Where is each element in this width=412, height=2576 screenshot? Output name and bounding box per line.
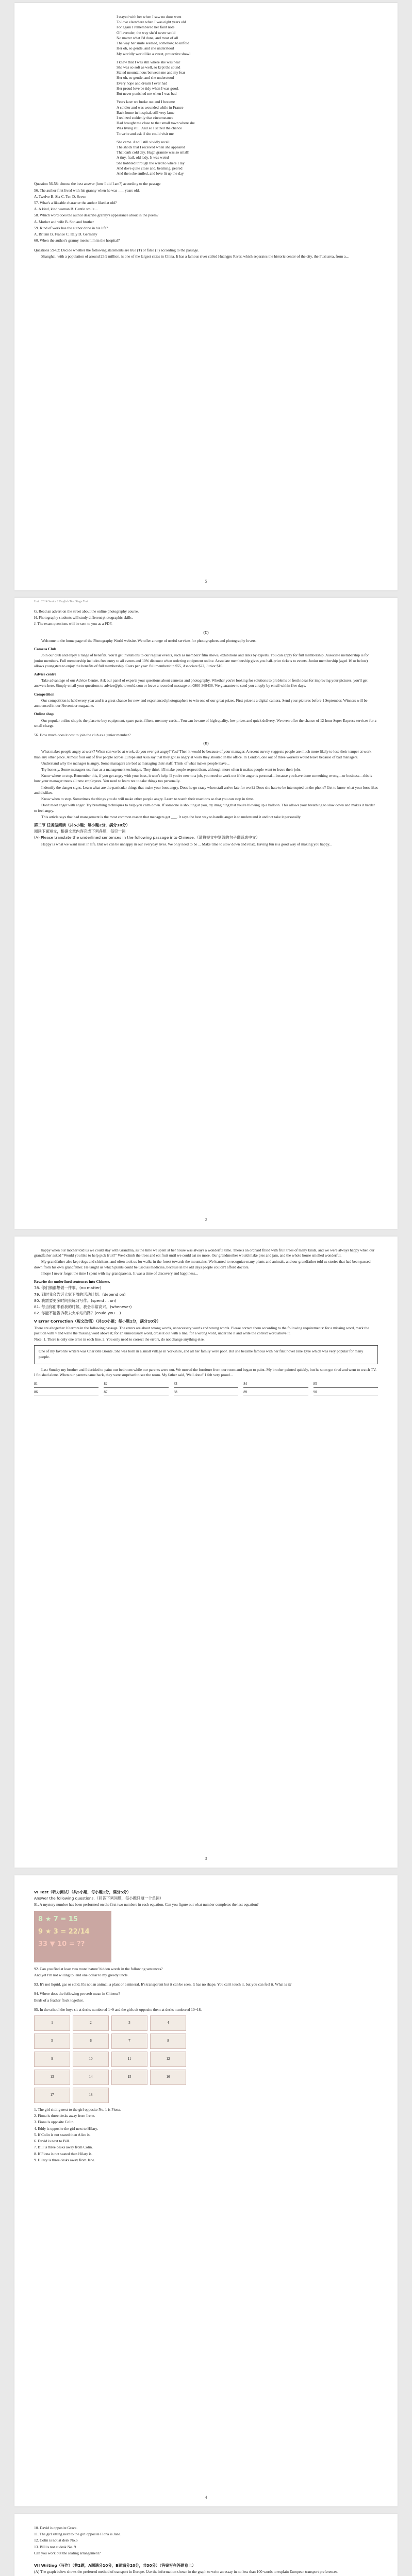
equation: 33 ▼ 10 = ?? xyxy=(38,1940,85,1948)
poem-line: No matter what I'd done, and most of all xyxy=(117,35,178,40)
poem-line: Of lavender, the way she'd never scold xyxy=(117,30,176,35)
section-heading: 第二节 任务型阅读（共5小题；每小题2分，满分10分） xyxy=(34,823,130,827)
paragraph: Happy is what we want most in life. But we can be unhappy in our everyday lives. We only need to be ... Make time to slow down and relax. Having fun is a good way of making you happy... xyxy=(41,841,333,846)
poem-line: I knew that I was still where she was near xyxy=(117,59,180,64)
poem-line: For again I remembered her faint note xyxy=(117,25,175,30)
paragraph: This article says that bad management is the most common reason that managers get ___. It says the best way to handle anger is to understand it and not take it personally. xyxy=(41,814,302,819)
paragraph: Understand why the manager is angry. Some managers are bad at managing their staff. Think of what makes people leave... xyxy=(41,760,229,766)
clue-list xyxy=(34,2107,378,2163)
paragraph: Last Sunday my brother and I decided to paint our bedroom while our parents were out. We moved the furniture from our room and began to paint. My brother painted quickly, but he soon got tired and went to watch TV. I finished alone. When our parents came back, they were surprised to see the room. My father said, 'Well done!' I felt very proud... xyxy=(34,1367,376,1377)
document-page-4 xyxy=(14,1875,398,2506)
desk-tile: 4 xyxy=(150,2015,186,2031)
clue: 9. Hilary is three desks away from Jane. xyxy=(34,2157,95,2162)
document-page-1 xyxy=(14,3,398,590)
poem-line: Was living still. And so I seized the chance xyxy=(117,126,182,131)
question: Question 56-58: choose the best answer (how I did I am?) according to the passage xyxy=(34,181,161,187)
desk-tile: 7 xyxy=(111,2033,147,2049)
desk-tile: 17 xyxy=(34,2088,70,2103)
question: 94. Where does the following proverb mean in Chinese? xyxy=(34,1991,120,1996)
section-heading: VI Test（听力测试）（共5小题，每小题1分，满分5分） xyxy=(34,1890,131,1894)
passage-text: Shanghai, with a population of around 23.9 million, is one of the largest cities in China. It has a famous river called Huangpu River, which separates the historic center of the city, the Puxi area, from a... xyxy=(41,253,349,259)
answer-blank[interactable]: 88 xyxy=(174,1390,238,1396)
option-line: A. Twelve B. Six C. Ten D. Seven xyxy=(34,194,87,199)
clue: 6. David is next to Bill. xyxy=(34,2139,70,2144)
paragraph: Try honesty. Some managers use fear as a management technique. They think it'll make people respect them, although more often it makes people want to leave their jobs. xyxy=(41,767,302,772)
document-page-2 xyxy=(14,598,398,1229)
section-title: (C) xyxy=(203,630,209,635)
item: J. The exam questions will be sent to you as a PDF. xyxy=(34,621,112,626)
instruction: 阅读下面短文，根据文章内容完成下列各题，每空一词 xyxy=(34,829,126,834)
exercise-item: 78. 你们俩都想做一件事。(no matter) xyxy=(34,1285,102,1291)
instruction: Answer the following questions.（回答下列问题，每小题只填一个单词） xyxy=(34,1896,163,1901)
desk-grid xyxy=(34,2015,378,2103)
answer-blank[interactable]: 85 xyxy=(314,1382,378,1388)
paragraph: Don't meet anger with anger. Try breathing techniques to help you calm down. If someone is shouting at you, try imagining that you're blowing up a balloon. This allows your breathing to slow down and makes it harder to feel angry. xyxy=(34,803,375,813)
question: And yet I'm not willing to lend one dollar to my greedy uncle. xyxy=(34,1972,129,1977)
clue: 8. If Fiona is not seated then Hilary is. xyxy=(34,2151,93,2156)
option-line: A. Mother and wife B. Son and brother xyxy=(34,219,94,224)
instruction: There are altogether 10 errors in the following passage. The errors are about wrong words, unnecessary words and wrong words. Please correct them according to the following requirements: for a missing word, mark the position with ^ and write the missing word above it; for an unnecessary word, cross it out with a line; for a wrong word, underline it and write the correct word above it. xyxy=(34,1325,369,1335)
poem-line: She came. And I still vividly recall xyxy=(117,139,170,144)
page-number: 2 xyxy=(205,1217,207,1222)
paragraph: Know where to stop. Remember this, if you get angry with your boss, it won't help. If you're new to a job, you need to work out if the anger is personal—because you have done something wrong—or business—this is how your manager treats all new employees. You need to learn not to take things too personally. xyxy=(34,773,372,784)
section-heading: V Error Correction（短文改错）（共10小题；每小题1分，满分10分） xyxy=(34,1319,161,1324)
poem-line: A tiny, frail, old lady. It was weird xyxy=(117,155,169,160)
clue: 5. If Colin is not seated then Alice is. xyxy=(34,2132,91,2137)
answer-blank[interactable]: 83 xyxy=(174,1382,238,1388)
question: 56. How much does it cost to join the club as a junior member? xyxy=(34,732,131,737)
desk-tile: 16 xyxy=(150,2070,186,2085)
question: 93. It's not liquid, gas or solid. It's not an animal, a plant or a mineral. It's transparent but it can be seen. It has no shape. You can't touch it, but you can feel it. What is it? xyxy=(34,1982,292,1987)
paragraph: What makes people angry at work? When can we be at work, do you ever get angry? Yes? Then it would be because of your manager. A recent survey suggests people are much more likely to lose their temper at work than any other place. Almost four out of five people across Europe and Asia say that they got so angry at work they shouted in the office. In London, one out of three workers would leave because of bad managers. xyxy=(34,749,372,759)
item: G. Read an advert on the street about the online photography course. xyxy=(34,609,139,614)
desk-tile: 15 xyxy=(111,2070,147,2085)
poem-line: A soldier and was wounded while in France xyxy=(117,105,184,110)
clue: 1. The girl sitting next to the girl opposite No. 1 is Fiona. xyxy=(34,2107,121,2112)
desk-tile: 8 xyxy=(150,2033,186,2049)
page-number: 5 xyxy=(205,579,207,584)
poem-line: And then she smiled, and love lit up the day xyxy=(117,171,184,176)
poem-line: She was so soft as well, so kept the sound xyxy=(117,64,180,70)
poem-line: The way her smile seemed, somehow, to unfold xyxy=(117,41,189,46)
example-box xyxy=(34,1345,378,1364)
desk-tile: 9 xyxy=(34,2052,70,2067)
desk-tile: 11 xyxy=(111,2052,147,2067)
paragraph: Our competition is held every year and is a great chance for new and experienced photographers to win one of our great prizes. First prize is a digital camera. Send your pictures before 1 September. Winners will be announced in our November magazine. xyxy=(34,698,368,708)
subheading: Online shop xyxy=(34,711,54,717)
paragraph: Welcome to the home page of the Photography World website. We offer a range of useful services for photographers and photography lovers. xyxy=(41,638,257,643)
poem-line: I stayed with her when I saw no door went xyxy=(117,14,182,19)
clue: 10. David is opposite Grace. xyxy=(34,2526,78,2530)
paragraph: My grandfather also kept dogs and chickens, and often took us for walks in the forest towards the mountains. We learned to recognize many plants and animals, and our grandfather told us stories that had been passed down from his own grandfather. He taught us which plants could be used as medicine, because in the old days people couldn't afford doctors. xyxy=(34,1259,371,1269)
question-block xyxy=(34,181,378,243)
desk-tile: 14 xyxy=(73,2070,109,2085)
clue: 3. Fiona is opposite Colin. xyxy=(34,2120,75,2125)
poem-line: Had brought me close to that small town where she xyxy=(117,121,195,126)
desk-tile: 1 xyxy=(34,2015,70,2031)
instruction: (A) Please translate the underlined sentences in the following passage into Chinese.（请将短文中划线的句子翻译成中文） xyxy=(34,835,260,840)
item: H. Photography students will study different photographic skills. xyxy=(34,615,133,620)
equation: 8 ★ 7 = 15 xyxy=(38,1915,78,1923)
answer-grid xyxy=(34,1382,378,1396)
desk-tile: 13 xyxy=(34,2070,70,2085)
instruction: Rewrite the underlined sentences into Chinese. xyxy=(34,1279,110,1284)
instruction: Note: 1. There is only one error in each line. 2. You only need to correct the errors, do not change anything else. xyxy=(34,1337,205,1342)
question: 56. The author first lived with his granny when he was ___ years old. xyxy=(34,188,140,193)
question: 58. Which word does the author describe granny's appearance about in the poem? xyxy=(34,213,159,218)
answer-blank[interactable]: 82 xyxy=(104,1382,168,1388)
question: 91. A mystery number has been performed on the first two numbers in each equation. Can you figure out what number completes the last equation? xyxy=(34,1902,259,1907)
answer-blank[interactable]: 90 xyxy=(314,1390,378,1396)
question: Can you work out the seating arrangement? xyxy=(34,2550,101,2555)
exercise-item: 79. 到时我会告诉大家下周的活动计划。(depend on) xyxy=(34,1292,126,1297)
poem-line: I realized suddenly that circumstance xyxy=(117,115,173,120)
poem-line: She hobbled through the ward to where I lay xyxy=(117,160,185,165)
poem-line: Her oh, so gentle, and she understood xyxy=(117,46,174,51)
question: 57. What's a likeable character the author liked at old? xyxy=(34,200,117,205)
desk-tile: 2 xyxy=(73,2015,109,2031)
paragraph: Our popular online shop is the place to buy equipment, spare parts, filters, memory cards... You can be sure of high quality, low prices and quick delivery. We even offer the chance of 12-hour Super Express services for a small charge. xyxy=(34,718,376,728)
answer-blank[interactable]: 84 xyxy=(243,1382,308,1388)
desk-tile: 3 xyxy=(111,2015,147,2031)
passage-instruction: Questions 59-62: Decide whether the following statements are true (T) or false (F) according to the passage. xyxy=(34,247,199,252)
poem-line: Stated mountainous between me and my fear xyxy=(117,70,185,75)
exercise-item: 81. 每当你们来看我的时候，我会非常高兴。(whenever) xyxy=(34,1304,132,1309)
writing-task: (A) The graph below shows the preferred method of transport in Europe. Use the information shown in the graph to write an essay in no less than 100 words to explain European transport preferences. xyxy=(34,2569,338,2574)
subheading: Advice centre xyxy=(34,671,57,676)
poem-line: Every hope and dream I ever had xyxy=(117,80,168,86)
question: 95. In the school the boys sit at desks numbered 1~9 and the girls sit opposite them at desks numbered 10~18. xyxy=(34,2007,202,2012)
poem-line: The shock that I received when she appeared xyxy=(117,145,185,150)
section-heading: VII Writing（写作）（共2题，A题满分10分，B题满分20分，共30分）（答案写在答题卷上） xyxy=(34,2563,196,2568)
poem-line: But never punished me when I was bad xyxy=(117,91,177,96)
exercise-item: 80. 我需要更多时间去练习写作。(spend ... on) xyxy=(34,1298,117,1303)
answer-blank[interactable]: 81 xyxy=(34,1382,98,1388)
poem xyxy=(117,14,378,176)
poem-line: Years later we broke out and I became xyxy=(117,99,175,105)
clue: 2. Fiona is three desks away from Irene. xyxy=(34,2113,95,2119)
poem-line: Back home in hospital, still very lame xyxy=(117,110,175,115)
question: 59. Kind of work has the author done in his life? xyxy=(34,225,108,230)
poem-line: Her oh, so gentle, and she understood xyxy=(117,75,174,80)
question: 60. When the author's granny meets him in the hospital? xyxy=(34,238,120,243)
paragraph: Join our club and enjoy a range of benefits. You'll get invitations to our regular events, such as members' film shows, exhibitions and talks by experts. You can apply for full membership. Associate membership is for junior members. Full membership includes free entry to all events and 10% discount when ordering equipment online. Associate membership gives you half-price tickets to events. Junior membership (aged 16 or below) allows youngsters to enjoy the benefits of full membership. Costs per year: full membership $55, Associate $22, Junior $10. xyxy=(34,653,369,668)
paragraph: Indentify the danger signs. Learn what are the particular things that make your boss angry. Does he go crazy when staff arrive late for work? Does she hate to be interrupted on the phone? Get to know what your boss likes and dislikes. xyxy=(34,785,378,795)
poem-line: To love elsewhere when I was eight years old xyxy=(117,20,186,25)
option-line: A. A kind, kind woman B. Gentle smile ... xyxy=(34,207,98,212)
exercise-item: 82. 你能不能告诉我去火车站的路？(could you ...) xyxy=(34,1311,121,1316)
desk-tile: 12 xyxy=(150,2052,186,2067)
document-page-3 xyxy=(14,1236,398,1868)
answer-blank[interactable]: 89 xyxy=(243,1390,308,1396)
equation: 9 ★ 3 = 22/14 xyxy=(38,1927,90,1936)
answer-blank[interactable]: 86 xyxy=(34,1390,98,1396)
paragraph: I hope I never forget the time I spent with my grandparents. It was a time of discovery and happiness... xyxy=(41,1270,198,1276)
poem-line: To write and ask if she could visit me xyxy=(117,131,174,136)
desk-tile: 5 xyxy=(34,2033,70,2049)
poem-line: That dark cold day. Hugh grannie was so small! xyxy=(117,150,190,155)
clue: 13. Bill is not at desk No. 9 xyxy=(34,2544,76,2549)
page-number: 4 xyxy=(205,2495,207,2500)
proverb: Birds of a feather flock together. xyxy=(34,1997,84,2003)
poem-line: And dove quite close and, beaming, peered xyxy=(117,165,183,171)
paragraph: Take advantage of our Advice Centre. Ask our panel of experts your questions about cameras and photography. Whether you're looking for solutions to problems or fresh ideas for improving your pictures, you'll get answers here. Simply email your questions to advice@photoworld.com or leave a recorded message on 0800-369436. We guarantee to send you a reply by email within five days. xyxy=(34,678,368,688)
equation-image xyxy=(34,1911,111,1962)
page-number: 3 xyxy=(205,1856,207,1861)
desk-tile: 6 xyxy=(73,2033,109,2049)
clue: 11. The girl sitting next to the girl opposite Fiona is Jane. xyxy=(34,2532,121,2537)
document-page-5 xyxy=(14,2514,398,2576)
answer-blank[interactable]: 87 xyxy=(104,1390,168,1396)
paragraph: happy when our mother told us we could stay with Grandma, as the time we spent at her house was always a wonderful time. There's an orchard filled with fruit trees of many kinds, and we were always happy when our grandfather asked "Would you like to help pick fruit?" We'd climb the trees and eat fruit until we could eat no more. Our grandmother would make pies and jam, and the whole house smelled wonderful. xyxy=(34,1248,375,1258)
section-title: (D) xyxy=(203,741,209,746)
page-header: Unit: 2014 Senior 2 English Test Stage Test xyxy=(34,600,88,603)
subheading: Competition xyxy=(34,691,55,697)
desk-tile: 18 xyxy=(73,2088,109,2103)
subheading: Camera Club xyxy=(34,647,56,652)
clue: 4. Eddy is opposite the girl next to Hilary. xyxy=(34,2126,98,2131)
desk-tile: 10 xyxy=(73,2052,109,2067)
example-text: One of my favorite writers was Charlotte Bronte. She was born in a small village in Yorkshire, and all her family were poor. But she became famous with her first novel Jane Eyre which was very popular for many people. xyxy=(39,1349,364,1359)
clue: 12. Colin is not at desk No.5 xyxy=(34,2538,78,2543)
option-line: A. Britain B. France C. Italy D. Germany xyxy=(34,232,97,237)
question: 92. Can you find at least two more 'nature' hidden words in the following sentences? xyxy=(34,1966,163,1971)
clue: 7. Bill is three desks away from Colin. xyxy=(34,2145,93,2150)
poem-line: Her proud love be tidy when I was good. xyxy=(117,86,179,91)
paragraph: Know when to stop. Sometimes the things you do will make other people angry. Learn to watch their reactions so that you can stop in time. xyxy=(41,796,254,802)
poem-line: My worldly world like a sweet, protective shawl xyxy=(117,51,191,56)
